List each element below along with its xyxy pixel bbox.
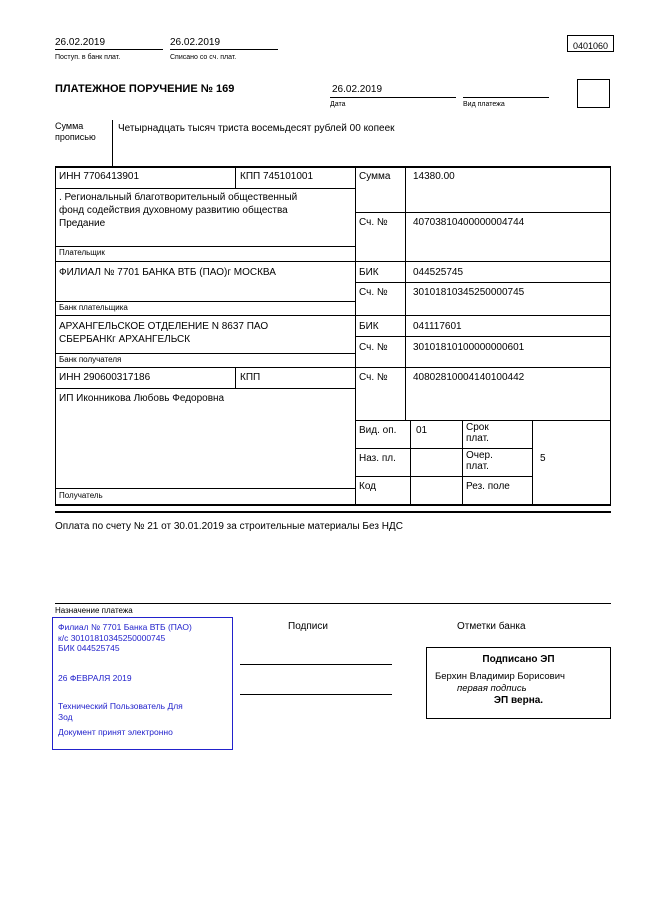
payer-account: 40703810400000004744 xyxy=(413,217,525,228)
sum-label: Сумма xyxy=(359,171,391,182)
amount-words-label: Сумма прописью xyxy=(55,121,96,142)
payer-kpp: КПП 745101001 xyxy=(240,171,314,182)
table-line xyxy=(55,353,355,354)
payer-account-label: Сч. № xyxy=(359,217,388,228)
payee-bank-name: АРХАНГЕЛЬСКОЕ ОТДЕЛЕНИЕ N 8637 ПАО СБЕРБАНКг АРХАНГЕЛЬСК xyxy=(59,321,269,345)
table-line xyxy=(355,282,611,283)
op-kind-label: Вид. оп. xyxy=(359,425,397,436)
table-line xyxy=(55,188,355,189)
payment-kind-box xyxy=(577,79,610,108)
table-line xyxy=(55,301,355,302)
table-top-border xyxy=(55,166,611,168)
stamp-user-line2: Зод xyxy=(58,711,73,722)
debited-date-label: Списано со сч. плат. xyxy=(170,54,237,61)
payee-section-label: Получатель xyxy=(59,491,103,500)
form-code: 0401060 xyxy=(572,41,609,51)
table-left-border xyxy=(55,166,56,506)
reserve-label: Рез. поле xyxy=(466,481,510,492)
signer-name: Берхин Владимир Борисович xyxy=(435,671,565,682)
payer-bank-account: 30101810345250000745 xyxy=(413,287,525,298)
payer-name: . Региональный благотворительный общественный фонд содействия духовному развитию общества Предание xyxy=(59,192,298,229)
stamp-date: 26 ФЕВРАЛЯ 2019 xyxy=(58,672,132,683)
table-right-border xyxy=(610,166,611,506)
naz-label: Наз. пл. xyxy=(359,453,396,464)
payment-kind-label: Вид платежа xyxy=(463,101,505,108)
signature-stamp-box xyxy=(426,647,611,719)
stamp-bank-name: Филиал № 7701 Банка ВТБ (ПАО) xyxy=(58,622,192,632)
inn-kpp-divider xyxy=(235,367,236,388)
payer-bank-bik-label: БИК xyxy=(359,267,379,278)
table-bottom-border xyxy=(55,504,611,506)
signatures-header: Подписи xyxy=(288,621,328,632)
payer-bank-account-label: Сч. № xyxy=(359,287,388,298)
code-label: Код xyxy=(359,481,377,492)
purpose-text: Оплата по счету № 21 от 30.01.2019 за строительные материалы Без НДС xyxy=(55,521,403,532)
document-date-label: Дата xyxy=(330,101,346,108)
table-line xyxy=(355,212,611,213)
table-line xyxy=(55,261,611,262)
table-line xyxy=(355,476,532,477)
table-value-divider xyxy=(405,166,406,420)
table-line xyxy=(355,420,611,421)
detail-grid-divider xyxy=(532,420,533,504)
stamp-user-line1: Технический Пользователь Для xyxy=(58,701,183,711)
detail-grid-divider xyxy=(410,420,411,504)
document-date: 26.02.2019 xyxy=(332,84,383,95)
table-line xyxy=(55,315,611,316)
payee-inn: ИНН 290600317186 xyxy=(59,372,151,383)
payer-bank-name: ФИЛИАЛ № 7701 БАНКА ВТБ (ПАО)г МОСКВА xyxy=(59,267,276,278)
section-border xyxy=(55,511,611,513)
payee-name: ИП Иконникова Любовь Федоровна xyxy=(59,393,225,404)
debited-date-underline xyxy=(170,49,278,50)
payee-bank-account: 30101810100000000601 xyxy=(413,342,525,353)
payment-kind-underline xyxy=(463,97,549,98)
amount-cell-divider xyxy=(112,120,113,166)
amount-words: Четырнадцать тысяч триста восемьдесят рублей 00 копеек xyxy=(118,123,395,134)
payee-bank-bik: 041117601 xyxy=(413,321,462,332)
payer-bank-section-label: Банк плательщика xyxy=(59,303,128,312)
payer-bank-bik: 044525745 xyxy=(413,267,464,278)
form-code-box xyxy=(567,35,614,52)
table-line xyxy=(355,448,532,449)
signature-line xyxy=(240,694,392,695)
bank-electronic-stamp xyxy=(52,617,233,750)
table-line xyxy=(55,367,611,368)
received-date-label: Поступ. в банк плат. xyxy=(55,54,121,61)
sum-value: 14380.00 xyxy=(413,171,455,182)
purpose-underline xyxy=(55,603,611,604)
table-line xyxy=(55,388,355,389)
detail-grid-divider xyxy=(462,420,463,504)
payee-bank-bik-label: БИК xyxy=(359,321,379,332)
document-title: ПЛАТЕЖНОЕ ПОРУЧЕНИЕ № 169 xyxy=(55,83,235,95)
table-middle-divider xyxy=(355,166,356,506)
document-date-underline xyxy=(330,97,456,98)
table-line xyxy=(55,246,355,247)
payer-section-label: Плательщик xyxy=(59,248,105,257)
inn-kpp-divider xyxy=(235,166,236,188)
bank-marks-header: Отметки банка xyxy=(457,621,526,632)
payee-kpp-label: КПП xyxy=(240,372,261,383)
order-label: Очер. плат. xyxy=(466,450,493,472)
table-line xyxy=(355,336,611,337)
stamp-bik: БИК 044525745 xyxy=(58,643,120,653)
table-line xyxy=(55,488,355,489)
payee-account: 40802810004140100442 xyxy=(413,372,525,383)
payer-inn: ИНН 7706413901 xyxy=(59,171,140,182)
stamp-corr-account: к/с 30101810345250000745 xyxy=(58,632,166,643)
purpose-section-label: Назначение платежа xyxy=(55,606,133,615)
signature-verdict: ЭП верна. xyxy=(493,695,544,706)
received-date-underline xyxy=(55,49,163,50)
debited-date: 26.02.2019 xyxy=(170,37,221,48)
signature-note: первая подпись xyxy=(457,683,527,694)
received-date: 26.02.2019 xyxy=(55,37,106,48)
payee-bank-account-label: Сч. № xyxy=(359,342,388,353)
order-value: 5 xyxy=(540,453,546,464)
signature-line xyxy=(240,664,392,665)
payee-account-label: Сч. № xyxy=(359,372,388,383)
stamp-accepted-note: Документ принят электронно xyxy=(58,727,173,737)
op-kind-value: 01 xyxy=(416,425,428,436)
signature-stamp-title: Подписано ЭП xyxy=(482,654,555,665)
payee-bank-section-label: Банк получателя xyxy=(59,355,122,364)
term-label: Срок плат. xyxy=(466,422,489,444)
